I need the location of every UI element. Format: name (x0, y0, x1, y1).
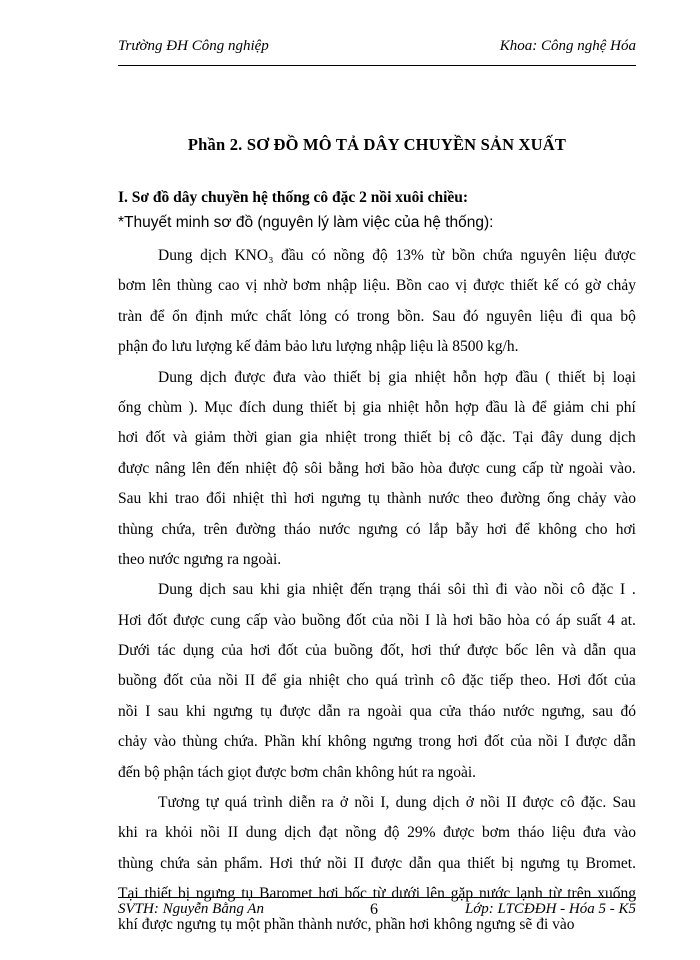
text-line: thùng chứa, trên đường tháo nước ngưng có lắp bẫy hơi để không cho hơi (118, 520, 636, 538)
text-line: khi ra khỏi nồi II dung dịch đạt nồng độ 29% được bơm tháo liệu đưa vào (118, 824, 636, 842)
text-line: Hơi đốt được cung cấp vào buồng đốt của nồi I là hơi bão hòa có áp suất 4 at. (118, 611, 636, 629)
text-line: theo nước ngưng ra ngoài. (118, 550, 282, 568)
text-line: ống chùm ). Mục đích dung thiết bị gia nhiệt hỗn hợp đầu là để giảm chi phí (118, 398, 636, 416)
text-line: Dung dịch KNO₃ đầu có nồng độ 13% từ bồn chứa nguyên liệu được (158, 247, 636, 264)
header-rule (118, 65, 636, 66)
text-line: thùng chứa sản phẩm. Hơi thứ nồi II được dẫn qua thiết bị ngưng tụ Bromet. (118, 854, 636, 872)
section-heading: I. Sơ đồ dây chuyền hệ thống cô đặc 2 nồi xuôi chiều: (118, 189, 469, 206)
text-line: Dưới tác dụng của hơi đốt của buồng đốt, hơi thứ được bốc lên và dẫn qua (118, 642, 636, 660)
text-line: nồi I sau khi ngưng tụ được dẫn ra ngoài qua cửa tháo nước ngưng, sau đó (118, 702, 636, 720)
page-title: Phần 2. SƠ ĐỒ MÔ TẢ DÂY CHUYỀN SẢN XUẤT (187, 135, 567, 154)
footer-student: SVTH: Nguyễn Bằng An (118, 901, 264, 917)
text-line: Tương tự quá trình diễn ra ở nồi I, dung dịch ở nồi II được cô đặc. Sau (158, 794, 636, 812)
text-line: buồng đốt của nồi II để gia nhiệt cho quá trình cô đặc tiếp theo. Hơi đốt của (118, 672, 636, 690)
text-line: phận đo lưu lượng kế đảm bảo lưu lượng nhập liệu là 8500 kg/h. (118, 338, 519, 356)
text-line: khí được ngưng tụ một phần thành nước, phần hơi không ngưng sẽ đi vào (118, 915, 575, 933)
footer-class: Lớp: LTCĐĐH - Hóa 5 - K5 (464, 901, 636, 917)
header-university: Trường ĐH Công nghiệp (118, 38, 269, 54)
text-line: được nâng lên đến nhiệt độ sôi bằng hơi bão hòa được cung cấp từ ngoài vào. (118, 459, 636, 477)
text-line: Tại thiết bị ngưng tụ Baromet hơi bốc từ dưới lên gặp nước lạnh từ trên xuống (118, 885, 636, 903)
text-line: bơm lên thùng cao vị nhờ bơm nhập liệu. Bồn cao vị được thiết kế có gờ chảy (118, 277, 636, 295)
header-faculty: Khoa: Công nghệ Hóa (499, 38, 636, 54)
text-line: Dung dịch sau khi gia nhiệt đến trạng thái sôi thì đi vào nồi cô đặc I . (158, 581, 636, 599)
paragraph (118, 241, 636, 363)
body-text (118, 241, 636, 940)
intro-line: *Thuyết minh sơ đồ (nguyên lý làm việc của hệ thống): (118, 214, 494, 231)
footer-rule (118, 897, 636, 898)
text-line: hơi đốt và giảm thời gian gia nhiệt trong thiết bị cô đặc. Tại đây dung dịch (118, 429, 636, 447)
text-line: Sau khi trao đổi nhiệt thì hơi ngưng tụ thành nước theo đường ống chảy vào (118, 490, 636, 508)
text-line: chảy vào thùng chứa. Phần khí không ngưng trong hơi đốt của nồi I được dẫn (118, 733, 636, 751)
page-number: 6 (370, 901, 378, 918)
paragraph (118, 575, 636, 788)
paragraph (118, 363, 636, 576)
text-line: Dung dịch được đưa vào thiết bị gia nhiệt hỗn hợp đầu ( thiết bị loại (158, 368, 636, 386)
text-line: đến bộ phận tách giọt được bơm chân không hút ra ngoài. (118, 763, 477, 781)
text-line: tràn để ổn định mức chất lỏng có trong bồn. Sau đó nguyên liệu đi qua bộ (118, 307, 636, 325)
